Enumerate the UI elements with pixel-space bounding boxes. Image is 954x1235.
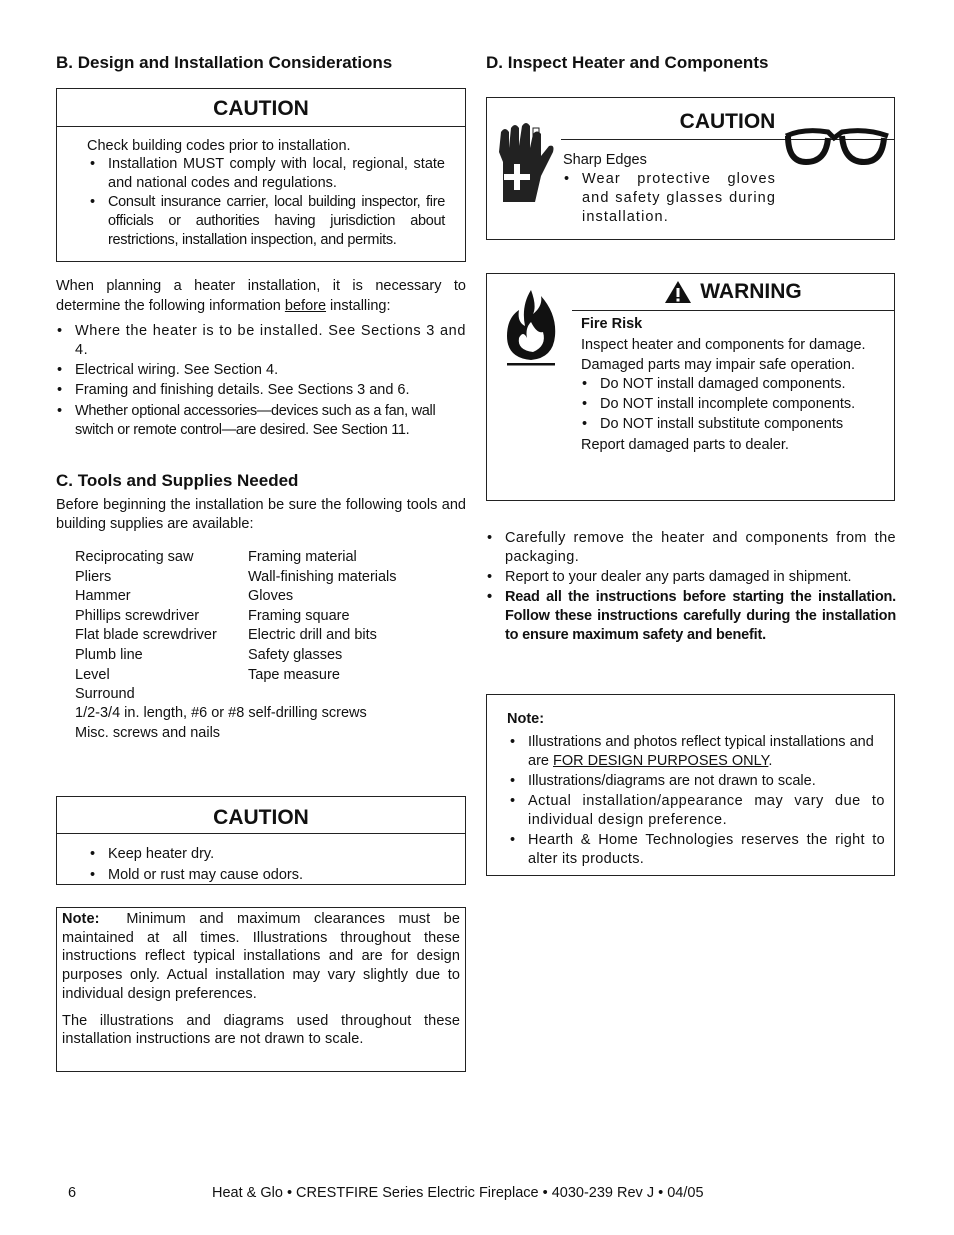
list-item: • Illustrations/diagrams are not drawn to scale. [505,772,885,791]
tools-col-1 [75,548,248,705]
list-item: • Keep heater dry. [85,844,445,865]
glove-icon [495,122,557,208]
note-text-underlined: FOR DESIGN PURPOSES ONLY [553,753,769,769]
note-text-end: . [768,753,773,769]
list-item [505,733,885,771]
list-item: • Wear protective gloves and safety glasses during installation. [559,170,776,227]
planning-paragraph [56,277,466,316]
note-box-design [486,694,895,876]
section-b-heading: B. Design and Installation Considerations [56,53,393,72]
list-item: Surround [75,686,135,703]
caution-subtitle: Sharp Edges [563,152,647,168]
list-item: • Do NOT install substitute components [577,414,887,434]
caution-box-dry [56,796,466,885]
warning-outro: Report damaged parts to dealer. [581,437,789,453]
list-item: Framing material [248,549,357,565]
section-d-heading: D. Inspect Heater and Components [486,53,769,72]
note-box-clearances [56,907,466,1072]
list-item: Phillips screwdriver [75,607,200,624]
list-item: • Framing and finishing details. See Sections 3 and 6. [52,381,466,400]
list-item: • Carefully remove the heater and components from the packaging. [482,529,896,567]
list-item: Plumb line [75,646,143,663]
caution-bullets [85,155,445,250]
caution-box-sharp [486,97,895,240]
list-item: • Electrical wiring. See Section 4. [52,361,466,380]
list-item: Electric drill and bits [248,627,377,644]
list-item: • Whether optional accessories—devices such as a fan, wall switch or remote control—are desired. See Section 11. [52,402,466,440]
list-item: Gloves [248,588,294,605]
caution-title: CAUTION [57,797,465,834]
list-item: Safety glasses [248,646,343,663]
fire-icon [503,288,559,368]
note-text-start: Illustrations and photos reflect typical installations and are [528,734,874,769]
note-bullets [505,733,885,869]
list-item: Level [75,666,110,683]
warning-intro: Inspect heater and components for damage. Damaged parts may impair safe operation. [581,337,866,373]
warning-box-fire [486,273,895,501]
list-item: 1/2-3/4 in. length, #6 or #8 self-drilling screws [75,705,367,721]
list-item: Tape measure [248,666,340,683]
section-c-heading: C. Tools and Supplies Needed [56,471,299,490]
list-item: Wall-finishing materials [248,568,397,585]
list-item: Framing square [248,607,350,624]
planning-bullets [52,322,466,440]
list-item-bold: • Read all the instructions before starting the installation. Follow these instructions carefully during the installation to ensure maximum safety and benefit. [482,588,896,645]
inspect-bullets [482,529,896,645]
tools-col-2 [248,548,468,705]
list-item: Hammer [75,588,131,605]
page-number: 6 [68,1185,77,1201]
list-item: Pliers [75,568,112,585]
list-item: • Consult insurance carrier, local building inspector, fire officials or authorities having jurisdiction about restrictions, installation inspection, and permits. [85,193,445,250]
list-item: • Actual installation/appearance may vary due to individual design preference. [505,792,885,830]
tools-list [75,548,468,705]
note-paragraph-1 [62,910,460,1004]
list-item: • Where the heater is to be installed. See Sections 3 and 4. [52,322,466,360]
caution-bullets [559,170,776,227]
warning-triangle-icon [664,280,692,304]
list-item: • Installation MUST comply with local, regional, state and national codes and regulations. [85,155,445,193]
caution-box-codes [56,88,466,262]
tools-intro: Before beginning the installation be sure the following tools and building supplies are available: [56,497,466,532]
caution-title: CAUTION [561,98,894,140]
warning-bullets [577,374,887,434]
list-item: • Do NOT install incomplete components. [577,394,887,414]
tools-extra [75,704,367,743]
planning-text-start: When planning a heater installation, it is necessary to determine the following information [56,278,466,314]
warning-header [572,274,894,311]
list-item: • Hearth & Home Technologies reserves the right to alter its products. [505,831,885,869]
list-item: Flat blade screwdriver [75,627,217,644]
safety-glasses-icon [784,124,892,168]
warning-title: WARNING [700,280,802,303]
list-item: Reciprocating saw [75,549,194,565]
caution-bullets [85,844,445,886]
list-item: • Do NOT install damaged components. [577,374,887,394]
note-label: Note: [507,711,545,727]
planning-text-underlined: before [284,297,327,314]
note-paragraph-2: The illustrations and diagrams used throughout these installation instructions are not drawn to scale. [62,1012,460,1048]
caution-title: CAUTION [57,89,465,127]
warning-subtitle: Fire Risk [581,316,643,332]
footer-text: Heat & Glo • CRESTFIRE Series Electric Fireplace • 4030-239 Rev J • 04/05 [212,1185,704,1201]
planning-text-end: installing: [326,297,391,314]
list-item: • Mold or rust may cause odors. [85,865,445,886]
note-text: Minimum and maximum clearances must be maintained at all times. Illustrations throughout these instructions reflect typical installations and are for design purposes only. Actual installation may vary slightly due to individual design preferences. [62,911,460,1002]
caution-intro: Check building codes prior to installation. [87,138,351,154]
list-item: Misc. screws and nails [75,724,221,741]
note-label: Note: [62,911,100,927]
list-item: • Report to your dealer any parts damaged in shipment. [482,568,896,587]
